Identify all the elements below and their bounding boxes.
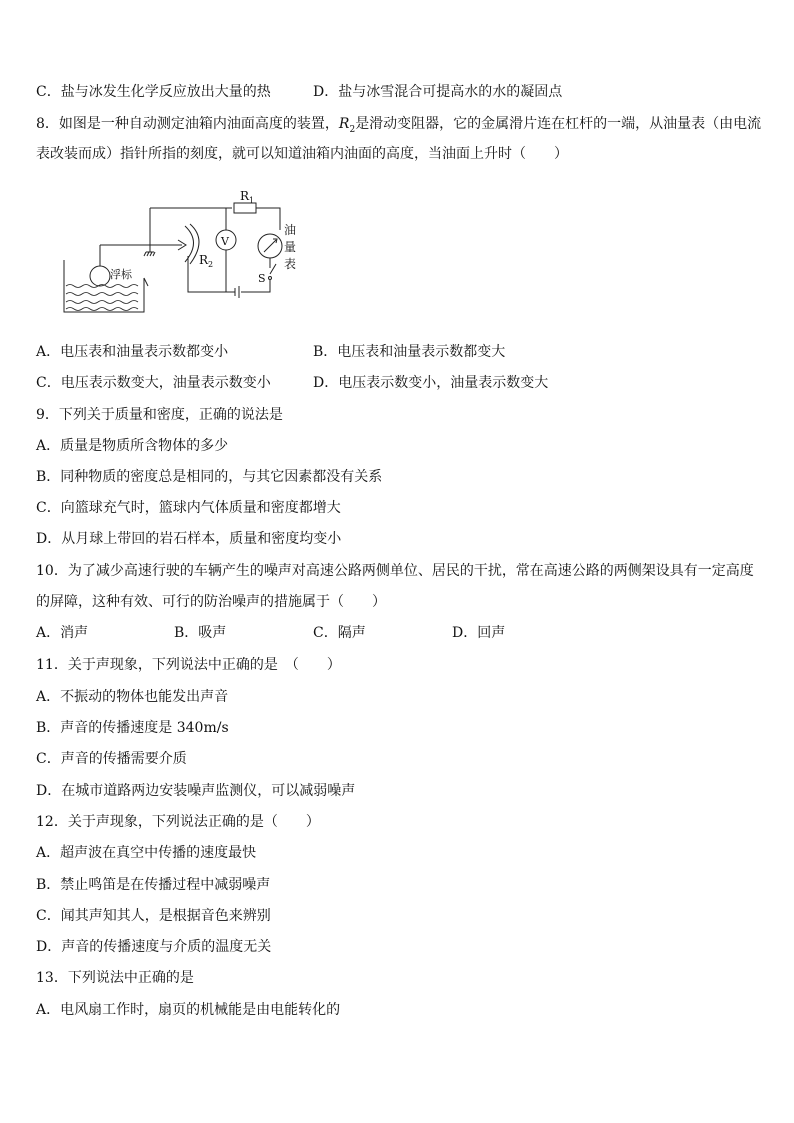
oil-gauge-circuit-diagram — [58, 188, 308, 318]
q12-stem: 12．关于声现象，下列说法正确的是（ ） — [36, 814, 320, 830]
q9-option-b: B．同种物质的密度总是相同的，与其它因素都没有关系 — [36, 469, 383, 485]
switch-lever — [270, 264, 276, 274]
gauge-label-2: 量 — [284, 240, 297, 254]
q8-stem-part-a: 8．如图是一种自动测定油箱内油面高度的装置， — [36, 116, 339, 132]
oil-surface — [66, 285, 138, 311]
q9-option-d: D．从月球上带回的岩石样本，质量和密度均变小 — [36, 531, 342, 547]
q8-var-r: R — [338, 116, 350, 132]
q8-option-c: C．电压表示数变大，油量表示数变小 — [36, 375, 271, 391]
q13-option-a: A．电风扇工作时，扇页的机械能是由电能转化的 — [36, 1002, 341, 1018]
q8-option-a: A．电压表和油量表示数都变小 — [36, 344, 229, 360]
switch-contact — [269, 277, 272, 280]
q11-option-c: C．声音的传播需要介质 — [36, 751, 187, 767]
q8-option-d: D．电压表示数变小，油量表示数变大 — [313, 375, 549, 391]
q9-option-c: C．向篮球充气时，篮球内气体质量和密度都增大 — [36, 500, 341, 516]
float-label: 浮标 — [110, 268, 132, 281]
pivot-hatch — [144, 252, 155, 256]
gauge-label-1: 油 — [284, 223, 297, 237]
wire-switch-bottom — [241, 280, 270, 292]
tank-edge-mark — [144, 278, 148, 286]
q8-stem-line1 — [36, 114, 761, 140]
q12-option-d: D．声音的传播速度与介质的温度无关 — [36, 939, 272, 955]
q11-option-d: D．在城市道路两边安装噪声监测仪，可以减弱噪声 — [36, 783, 356, 799]
q11-stem: 11．关于声现象，下列说法中正确的是 （ ） — [36, 657, 341, 673]
q7-option-c: C．盐与冰发生化学反应放出大量的热 — [36, 84, 271, 100]
q11-option-b: B．声音的传播速度是 340m/s — [36, 720, 229, 736]
gauge-needle — [264, 240, 276, 252]
switch-label: S — [258, 272, 266, 285]
q10-stem-line2: 的屏障，这种有效、可行的防治噪声的措施属于（ ） — [36, 594, 386, 610]
q8-option-b: B．电压表和油量表示数都变大 — [313, 344, 506, 360]
float-ball — [90, 266, 110, 286]
r1-label: $R_1$ — [240, 189, 255, 205]
q9-option-a: A．质量是物质所含物体的多少 — [36, 438, 229, 454]
q11-option-a: A．不振动的物体也能发出声音 — [36, 689, 229, 705]
q8-var-sub: 2 — [349, 124, 356, 135]
q8-stem-line2: 表改装而成）指针所指的刻度，就可以知道油箱内油面的高度，当油面上升时（ ） — [36, 146, 568, 162]
q10-option-d: D．回声 — [452, 625, 506, 641]
q9-stem: 9．下列关于质量和密度，正确的说法是 — [36, 407, 283, 423]
q12-option-c: C．闻其声知其人，是根据音色来辨别 — [36, 908, 271, 924]
wire-r1-right — [256, 208, 280, 230]
q10-option-a: A．消声 — [36, 625, 89, 641]
q10-option-b: B．吸声 — [174, 625, 227, 641]
q12-option-a: A．超声波在真空中传播的速度最快 — [36, 845, 257, 861]
r2-arc-inner — [185, 226, 194, 262]
q10-stem-line1: 10．为了减少高速行驶的车辆产生的噪声对高速公路两侧单位、居民的干扰，常在高速公路的两侧架设具有一定高度 — [36, 563, 754, 579]
voltmeter-label: V — [221, 235, 229, 248]
q8-stem-part-b: 是滑动变阻器，它的金属滑片连在杠杆的一端，从油量表（由电流 — [355, 116, 762, 132]
q13-stem: 13．下列说法中正确的是 — [36, 970, 194, 986]
q12-option-b: B．禁止鸣笛是在传播过程中减弱噪声 — [36, 877, 271, 893]
r2-label: $R_2$ — [199, 253, 214, 269]
q10-option-c: C．隔声 — [313, 625, 366, 641]
r2-arc-outer — [190, 224, 199, 264]
oil-tank — [64, 260, 144, 312]
q7-option-d: D．盐与冰雪混合可提高水的水的凝固点 — [313, 84, 563, 100]
gauge-label-3: 表 — [284, 257, 297, 271]
